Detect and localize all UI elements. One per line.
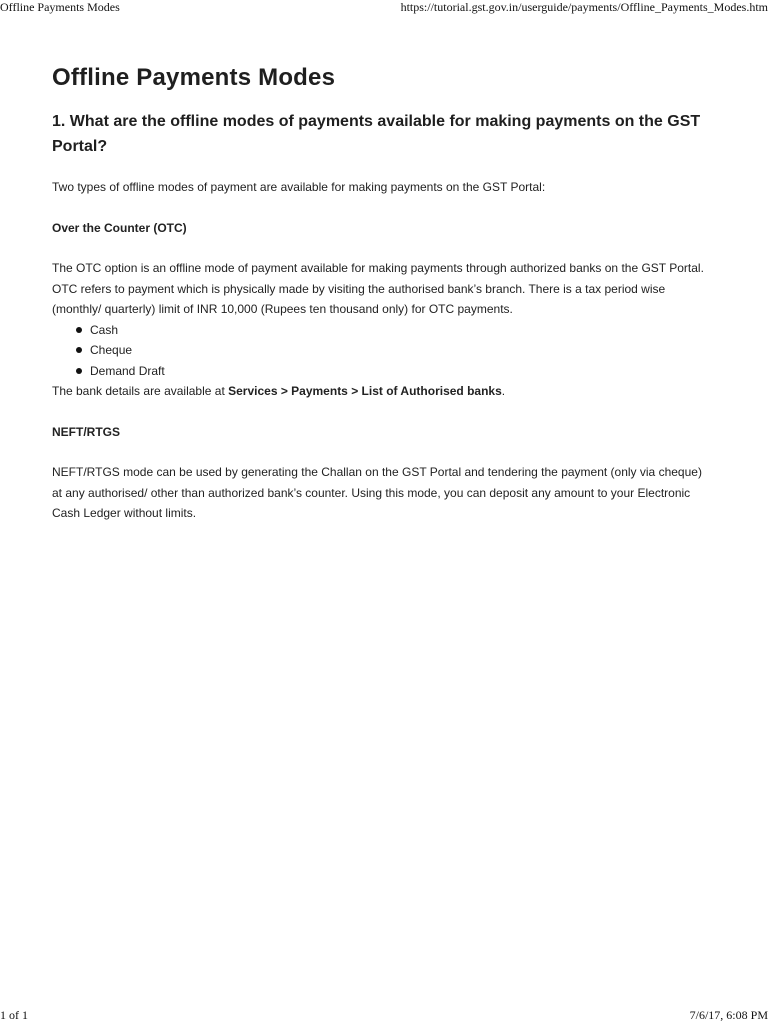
bullet-icon (76, 368, 82, 374)
list-item (90, 361, 712, 382)
print-header-url: https://tutorial.gst.gov.in/userguide/payments/Offline_Payments_Modes.htm (400, 0, 768, 14)
neft-rtgs-paragraph: NEFT/RTGS mode can be used by generating the Challan on the GST Portal and tendering the payment (only via cheque) at any authorised/ other than authorized bank’s counter. Using this mode, you can deposit any amount to your Electronic Cash Ledger without limits. (52, 465, 702, 520)
bullet-icon (76, 347, 82, 353)
bank-details-suffix: . (501, 384, 506, 398)
faq-question: 1. What are the offline modes of payments available for making payments on the GST Portal? (52, 113, 701, 155)
page-title: Offline Payments Modes (52, 64, 336, 91)
otc-heading: Over the Counter (OTC) (52, 220, 187, 235)
bank-details-path: Services > Payments > List of Authorised banks (228, 384, 502, 398)
bank-details-prefix: The bank details are available at (52, 384, 229, 398)
list-item-label: Cash (90, 322, 119, 337)
print-footer (0, 1008, 768, 1024)
neft-rtgs-heading: NEFT/RTGS (52, 424, 120, 439)
page-content (52, 60, 712, 524)
print-timestamp: 7/6/17, 6:08 PM (689, 1008, 768, 1022)
bullet-icon (76, 327, 82, 333)
list-item-label: Demand Draft (90, 363, 165, 378)
otc-payment-modes-list (52, 320, 712, 382)
list-item (90, 340, 712, 361)
list-item-label: Cheque (90, 343, 133, 357)
bank-details-line (52, 381, 712, 402)
page-number: 1 of 1 (0, 1008, 28, 1022)
otc-paragraph: The OTC option is an offline mode of payment available for making payments through authorized banks on the GST Portal. OTC refers to payment which is physically made by visiting the authorised bank’s branch. There is a tax period wise (monthly/ quarterly) limit of INR 10,000 (Rupees ten thousand only) for OTC payments. (52, 261, 704, 316)
list-item (90, 320, 712, 341)
print-header (0, 0, 768, 16)
intro-paragraph: Two types of offline modes of payment are available for making payments on the GST Portal: (52, 180, 546, 194)
print-header-title: Offline Payments Modes (0, 0, 120, 14)
